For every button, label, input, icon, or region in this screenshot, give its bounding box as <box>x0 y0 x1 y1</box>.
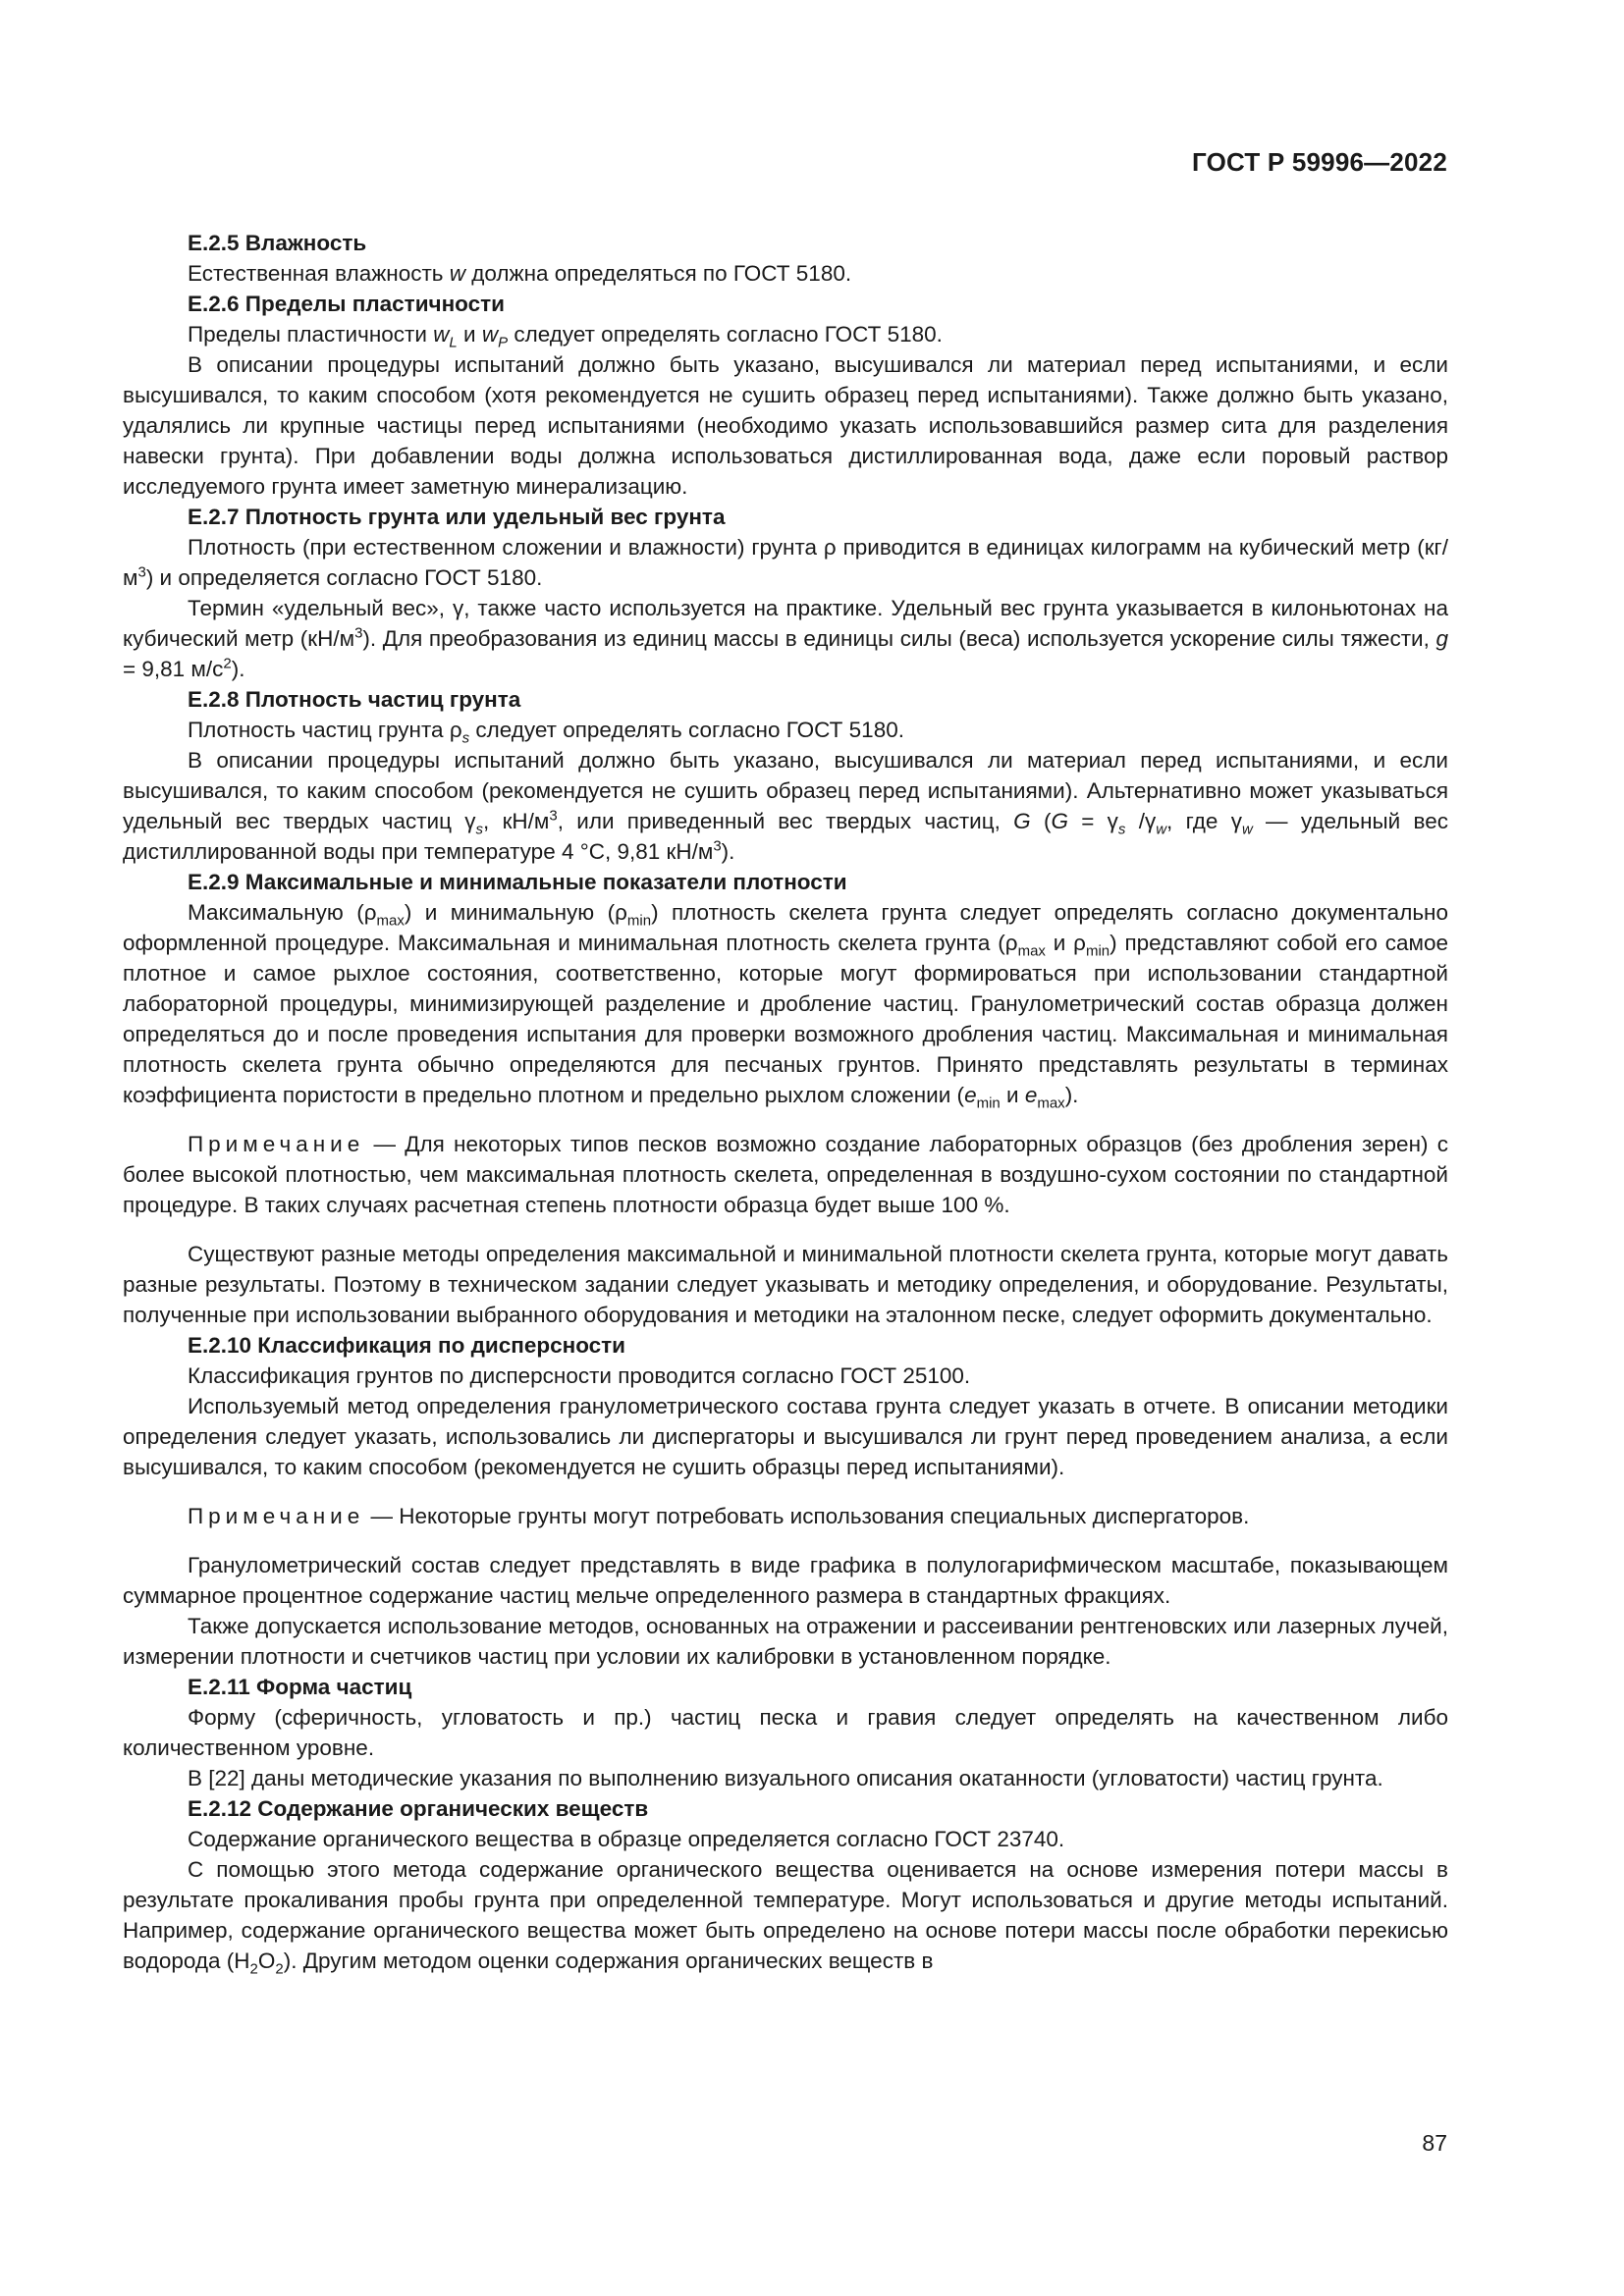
paragraph-e28-1: Плотность частиц грунта $\rho_s$ следует определять согласно ГОСТ 5180. <box>188 718 904 747</box>
section-heading-e29: Е.2.9 Максимальные и минимальные показатели плотности <box>188 870 847 894</box>
paragraph-e211-2: В [22] даны методические указания по выполнению визуального описания окатанности (угловатости) частиц грунта. <box>188 1766 1383 1790</box>
paragraph-e210-1: Классификация грунтов по дисперсности проводится согласно ГОСТ 25100. <box>188 1363 971 1388</box>
paragraph-e29-2: Существуют разные методы определения максимальной и минимальной плотности скелета грунта, которые могут давать разные результаты. Поэтому в техническом задании следует указывать и методику определения, и оборудование. Результаты, полученные при использовании выбранного оборудования и методики на эталонном песке, следует оформить документально. <box>123 1242 1448 1327</box>
section-heading-e26: Е.2.6 Пределы пластичности <box>188 292 505 316</box>
note-e29: Примечание — Для некоторых типов песков возможно создание лабораторных образцов (без дробления зерен) с более высокой плотностью, чем максимальная плотность скелета, определенная в воздушно-сухом состоянии по стандартной процедуре. В таких случаях расчетная степень плотности образца будет выше 100 %. <box>123 1132 1448 1217</box>
section-heading-e210: Е.2.10 Классификация по дисперсности <box>188 1333 626 1358</box>
paragraph-e26-1: Пределы пластичности $w_L$ и $w_P$ следует определять согласно ГОСТ 5180. <box>188 322 943 351</box>
document-header: ГОСТ Р 59996—2022 <box>1192 147 1447 177</box>
paragraph-e26-2: В описании процедуры испытаний должно быть указано, высушивался ли материал перед испытаниями, и если высушивался, то каким способом (хотя рекомендуется не сушить образец перед испытаниями). Также должно быть указано, удалялись ли крупные частицы перед испытаниями (необходимо указать использовавшийся размер сита для разделения навески грунта). При добавлении воды должна использоваться дистиллированная вода, даже если поровый раствор исследуемого грунта имеет заметную минерализацию. <box>123 352 1448 499</box>
page-number: 87 <box>1422 2130 1447 2156</box>
paragraph-e210-4: Также допускается использование методов, основанных на отражении и рассеивании рентгеновских или лазерных лучей, измерении плотности и счетчиков частиц при условии их калибровки в установленном порядке. <box>123 1614 1448 1669</box>
paragraph-e28-2: В описании процедуры испытаний должно быть указано, высушивался ли материал перед испытаниями, и если высушивался, то каким способом (рекомендуется не сушить образец перед испытаниями). Альтернативно может указываться удельный вес твердых частиц $\gamma_s$, $кН/м^3$, или приведенный вес твердых частиц, G ($G = \gamma_s$ $/\gamma_w$, где $\gamma_w$ — удельный вес дистиллированной воды при температуре 4 °С, 9,81 $кН/м^3$). <box>123 748 1448 864</box>
paragraph-e211-1: Форму (сферичность, угловатость и пр.) частиц песка и гравия следует определять на качественном либо количественном уровне. <box>123 1705 1448 1760</box>
section-heading-e25: Е.2.5 Влажность <box>188 231 367 255</box>
paragraph-e212-1: Содержание органического вещества в образце определяется согласно ГОСТ 23740. <box>188 1827 1065 1851</box>
paragraph-e212-2: С помощью этого метода содержание органического вещества оценивается на основе измерения потери массы в результате прокаливания пробы грунта при определенной температуре. Могут использоваться и другие методы испытаний. Например, содержание органического вещества может быть определено на основе потери массы после обработки перекисью водорода $(Н_2О_2)$. Другим методом оценки содержания органических веществ в <box>123 1857 1448 1978</box>
paragraph-e25-1: Естественная влажность w должна определяться по ГОСТ 5180. <box>188 261 852 286</box>
note-label: Примечание <box>188 1132 365 1156</box>
paragraph-e27-2: Термин «удельный вес», γ, также часто используется на практике. Удельный вес грунта указывается в килоньютонах на кубический метр $(кН/м^3)$. Для преобразования из единиц массы в единицы силы (веса) используется ускорение силы тяжести, g = 9,81 $м/с^2$). <box>123 596 1448 681</box>
section-heading-e27: Е.2.7 Плотность грунта или удельный вес грунта <box>188 505 726 529</box>
note-label: Примечание <box>188 1504 365 1528</box>
note-e210: Примечание — Некоторые грунты могут потребовать использования специальных диспергаторов. <box>188 1504 1250 1528</box>
paragraph-e29-1: Максимальную $(\rho_{max})$ и минимальную $(\rho_{min})$ плотность скелета грунта следует определять согласно документально оформленной процедуре. Максимальная и минимальная плотность скелета грунта ($\rho_{max}$ и $\rho_{min}$) представляют собой его самое плотное и самое рыхлое состояния, соответственно, которые могут формироваться при использовании стандартной лабораторной процедуры, минимизирующей разделение и дробление частиц. Гранулометрический состав образца должен определяться до и после проведения испытания для проверки возможного дробления частиц. Максимальная и минимальная плотность скелета грунта обычно определяются для песчаных грунтов. Принято представлять результаты в терминах коэффициента пористости в предельно плотном и предельно рыхлом сложении ($e_{min}$ и $e_{max}$). <box>123 900 1448 1112</box>
section-heading-e211: Е.2.11 Форма частиц <box>188 1675 412 1699</box>
paragraph-e27-1: Плотность (при естественном сложении и влажности) грунта ρ приводится в единицах килограмм на кубический метр $(кг/м^3)$ и определяется согласно ГОСТ 5180. <box>123 535 1448 590</box>
paragraph-e210-3: Гранулометрический состав следует представлять в виде графика в полулогарифмическом масштабе, показывающем суммарное процентное содержание частиц мельче определенного размера в стандартных фракциях. <box>123 1553 1448 1608</box>
section-heading-e28: Е.2.8 Плотность частиц грунта <box>188 687 521 712</box>
document-body <box>123 228 1448 1976</box>
paragraph-e210-2: Используемый метод определения гранулометрического состава грунта следует указать в отчете. В описании методики определения следует указать, использовались ли диспергаторы и высушивался ли грунт перед проведением анализа, а если высушивался, то каким способом (рекомендуется не сушить образцы перед испытаниями). <box>123 1394 1448 1479</box>
section-heading-e212: Е.2.12 Содержание органических веществ <box>188 1796 649 1821</box>
